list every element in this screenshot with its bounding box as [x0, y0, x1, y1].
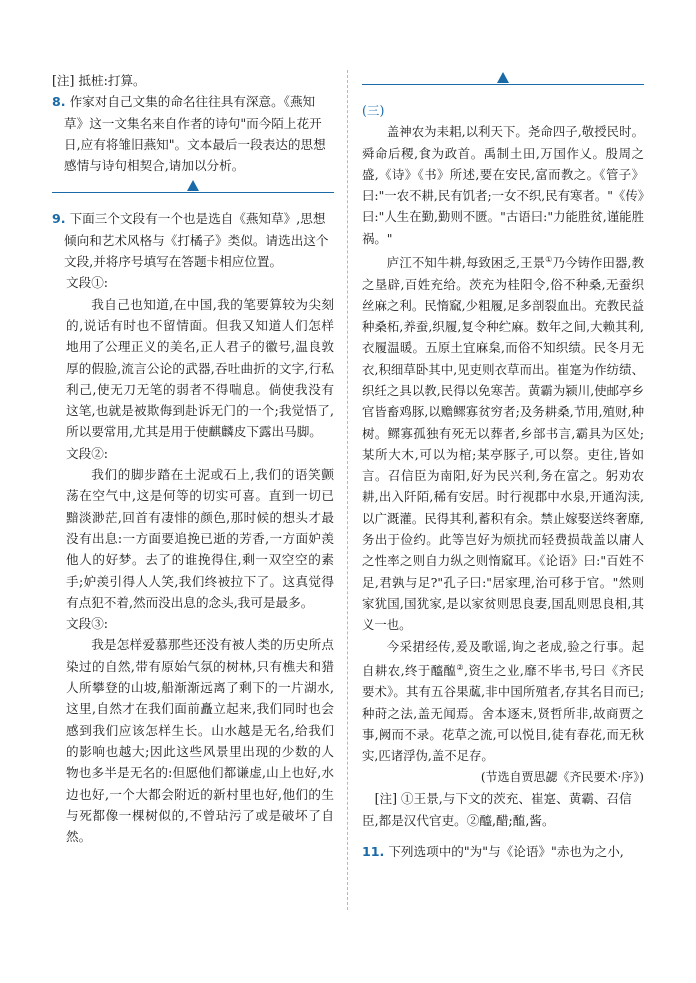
section-separator: [52, 178, 334, 200]
passage-1-text: 我自己也知道,在中国,我的笔要算较为尖刻的,说话有时也不留情面。但我又知道人们怎样地用了公理正义的美名,正人君子的徽号,温良敦厚的假脸,流言公论的武器,吞吐曲折的文字,行私利己,使无刀无笔的弱者不得喘息。倘使我没有这笔,也就是被欺侮到赴诉无门的一个;我觉悟了,所以要常用,尤其是用于使麒麟皮下露出马脚。: [66, 296, 334, 440]
passage-2-label: 文段②:: [66, 445, 109, 461]
separator-line: [362, 84, 644, 85]
paragraph-2-start: 庐江不知牛耕,每致困乏,王景: [386, 255, 546, 271]
triangle-marker-icon: [187, 180, 199, 191]
column-divider: [347, 70, 348, 910]
question-11-number: 11.: [362, 844, 385, 860]
source-citation: (节选自贾思勰《齐民要术·序》): [480, 770, 644, 785]
footnote-marker-1: ①: [545, 255, 553, 265]
question-8-text: 作家对自己文集的命名往往具有深意。《燕知草》这一文集名来自作者的诗句"而今陌上花开日,应有将雏旧燕知"。文本最后一段表达的思想感情与诗句相契合,请加以分析。: [64, 94, 326, 174]
separator-line: [52, 192, 334, 193]
paragraph-3-rest: ,资生之业,靡不毕书,号曰《齐民要术》。其有五谷果蓏,非中国所殖者,存其名目而已;种莳之法,盖无闻焉。舍本逐末,贤哲所非,故商贾之事,阙而不录。花草之流,可以悦目,徒有春花,而无秋实,匹诸浮伪,盖不足存。: [362, 662, 644, 764]
passage-3-label: 文段③:: [66, 616, 109, 632]
right-column: [362, 70, 644, 862]
question-11-text: 下列选项中的"为"与《论语》"赤也为之小,: [388, 844, 624, 860]
passage-2-text: 我们的脚步踏在土泥或石上,我们的语笑颤荡在空气中,这是何等的切实可喜。直到一切已黯淡渺茫,回首有凄悱的颜色,那时候的想头才最没有出息:一方面要追挽已逝的芳香,一方面妒羡他人的好梦。去了的谁挽得住,剩一双空空的素手;妒羡引得人人笑,我们终被拉下了。这真觉得有点犯不着,然而没出息的念头,我可是最多。: [66, 467, 334, 610]
paragraph-2-rest: 乃今铸作田器,教之垦辟,百姓充给。茨充为桂阳令,俗不种桑,无蚕织丝麻之利。民惰窳,少粗履,足多剖裂血出。充教民益种桑柘,养蚕,织履,复令种纻麻。数年之间,大赖其利,衣履温暖。五原土宜麻枲,而俗不知织绩。民冬月无衣,积细草卧其中,见吏则衣草而出。崔寔为作纺绩、织纴之具以教,民得以免寒苦。黄霸为颍川,使邮亭乡官皆畜鸡豚,以赡鳏寡贫穷者;及务耕桑,节用,殖财,种树。鳏寡孤独有死无以葬者,乡部书言,霸具为区处;某所大木,可以为棺;某亭豚子,可以祭。吏往,皆如言。召信臣为南阳,好为民兴利,务在富之。躬劝农耕,出入阡陌,稀有安居。时行视郡中水泉,开通沟渎,以广溉灌。民得其利,蓄积有余。禁止嫁娶送终奢靡,务出于俭约。此等岂好为烦扰而轻费损哉盖以庸人之性率之则自力纵之则惰窳耳。《论语》曰:"百姓不足,君孰与足?"孔子曰:"居家理,治可移于官。"然则家犹国,国犹家,是以家贫则思良妻,国乱则思良相,其义一也。: [362, 255, 644, 633]
section-heading: (三): [362, 103, 385, 118]
question-8: [52, 91, 334, 176]
question-8-number: 8.: [52, 94, 66, 110]
note-line: [注] 抵桩:打算。: [52, 73, 146, 88]
paragraph-3-start: 今采捃经传,爰及歌谣,询之老成,验之行事。起自耕农,终于醯醢: [362, 638, 644, 678]
footnote: [注] ①王景,与下文的茨充、崔寔、黄霸、召信臣,都是汉代官吏。②醯,醋;醢,酱。: [362, 791, 632, 828]
question-9-number: 9.: [52, 211, 66, 227]
left-column: [52, 70, 334, 847]
section-separator-top: [362, 70, 644, 92]
question-9-text: 下面三个文段有一个也是选自《燕知草》,思想倾向和艺术风格与《打橘子》类似。请选出这个文段,并将序号填写在答题卡相应位置。: [64, 211, 329, 270]
triangle-marker-icon: [497, 72, 509, 83]
classical-paragraph-3: [362, 636, 644, 767]
question-11: [362, 841, 644, 862]
passage-1-label: 文段①:: [66, 275, 109, 291]
classical-paragraph-1: 盖神农为耒耜,以利天下。尧命四子,敬授民时。舜命后稷,食为政首。禹制土田,万国作乂。殷周之盛,《诗》《书》所述,要在安民,富而教之。《管子》曰:"一农不耕,民有饥者;一女不织,民有寒者。"《传》曰:"人生在勤,勤则不匮。"古语曰:"力能胜贫,谨能胜祸。": [362, 124, 644, 246]
footnote-marker-2: ②: [456, 662, 465, 672]
classical-paragraph-2: [362, 249, 644, 635]
question-9: [52, 208, 334, 272]
passage-3-text: 我是怎样爱慕那些还没有被人类的历史所点染过的自然,带有原始气氛的树林,只有樵夫和猎人所攀登的山坡,船渐渐远离了剩下的一片湖水,这里,自然才在我们面前矗立起来,我们同时也会感到我们应该怎样生长。山水越是无名,给我们的影响也越大;因此这些风景里出现的少数的人物也多半是无名的:但愿他们都谦虚,山上也好,水边也好,一个大都会附近的新村里也好,他们的生与死都像一棵树似的,不曾玷污了或是破坏了自然。: [66, 637, 334, 845]
